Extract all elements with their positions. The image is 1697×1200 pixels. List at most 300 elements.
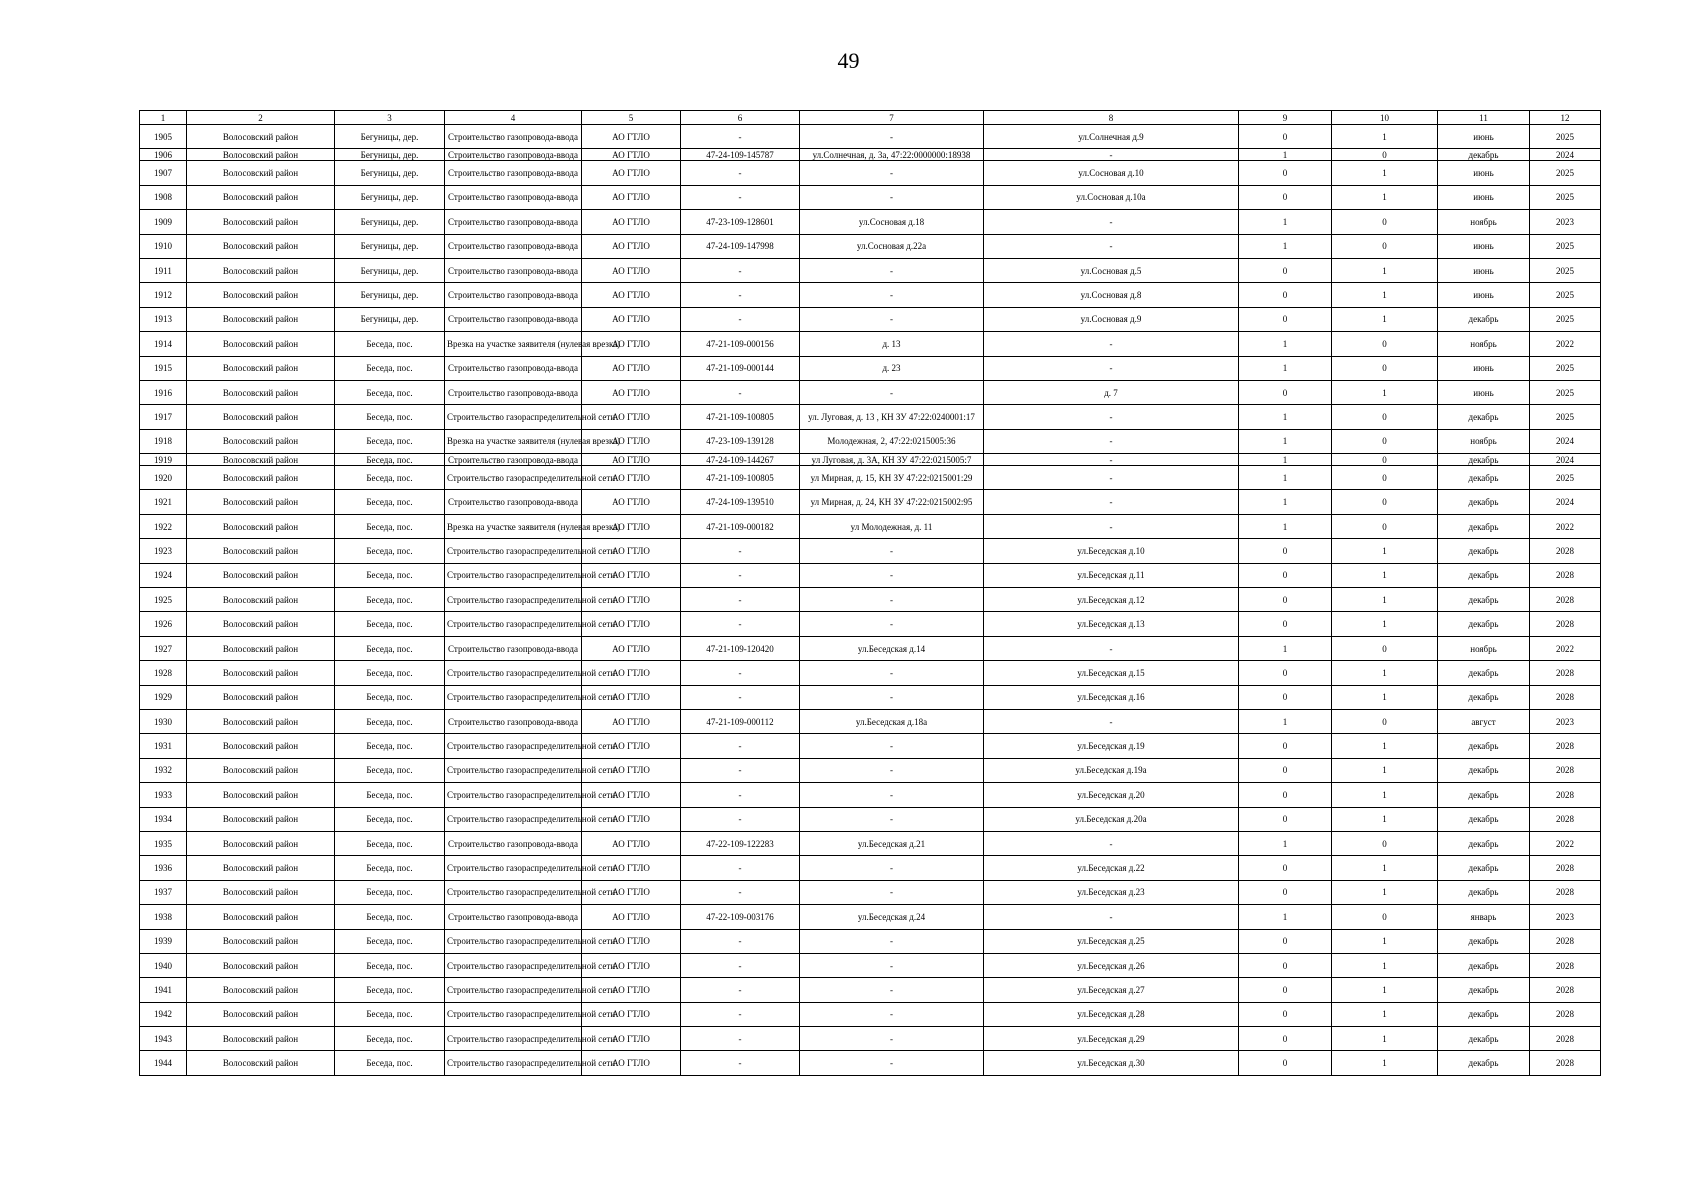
cell-settlement: Бегуницы, дер. — [335, 283, 445, 307]
cell-count-planned: 0 — [1332, 210, 1438, 234]
cell-district: Волосовский район — [187, 880, 335, 904]
cell-work-type: Строительство газораспределительной сети — [445, 929, 582, 953]
cell-address-planned: - — [984, 210, 1239, 234]
cell-year: 2028 — [1530, 588, 1601, 612]
cell-count-planned: 1 — [1332, 807, 1438, 831]
cell-organization: АО ГТЛО — [582, 429, 681, 453]
cell-address-planned: - — [984, 514, 1239, 538]
cell-row-number: 1944 — [140, 1051, 187, 1075]
cell-year: 2028 — [1530, 1002, 1601, 1026]
cell-application-number: 47-22-109-122283 — [681, 831, 800, 855]
cell-address-planned: ул.Сосновая д.9 — [984, 307, 1239, 331]
cell-district: Волосовский район — [187, 758, 335, 782]
table-row — [140, 807, 1601, 831]
cell-settlement: Беседа, пос. — [335, 539, 445, 563]
cell-application-number: - — [681, 685, 800, 709]
cell-district: Волосовский район — [187, 429, 335, 453]
cell-year: 2025 — [1530, 283, 1601, 307]
table-row — [140, 490, 1601, 514]
cell-address-applicant: - — [800, 856, 984, 880]
table-row — [140, 563, 1601, 587]
cell-month: декабрь — [1438, 685, 1530, 709]
cell-organization: АО ГТЛО — [582, 661, 681, 685]
cell-year: 2024 — [1530, 149, 1601, 161]
cell-row-number: 1930 — [140, 709, 187, 733]
cell-address-applicant: - — [800, 661, 984, 685]
cell-year: 2023 — [1530, 905, 1601, 929]
cell-address-applicant: д. 23 — [800, 356, 984, 380]
cell-month: июнь — [1438, 234, 1530, 258]
cell-work-type: Строительство газопровода-ввода — [445, 185, 582, 209]
column-header: 6 — [681, 111, 800, 125]
cell-address-planned: - — [984, 429, 1239, 453]
cell-district: Волосовский район — [187, 1051, 335, 1075]
table-row — [140, 685, 1601, 709]
cell-row-number: 1931 — [140, 734, 187, 758]
page-number: 49 — [837, 48, 860, 73]
cell-work-type: Строительство газораспределительной сети — [445, 588, 582, 612]
table-row — [140, 161, 1601, 185]
cell-year: 2023 — [1530, 210, 1601, 234]
cell-district: Волосовский район — [187, 685, 335, 709]
cell-month: июнь — [1438, 161, 1530, 185]
cell-count-applications: 0 — [1239, 1002, 1332, 1026]
cell-count-applications: 1 — [1239, 905, 1332, 929]
table-row — [140, 1051, 1601, 1075]
cell-year: 2028 — [1530, 1027, 1601, 1051]
cell-organization: АО ГТЛО — [582, 929, 681, 953]
table-row — [140, 905, 1601, 929]
cell-organization: АО ГТЛО — [582, 905, 681, 929]
cell-address-planned: ул.Беседская д.12 — [984, 588, 1239, 612]
column-header: 5 — [582, 111, 681, 125]
cell-count-planned: 1 — [1332, 1002, 1438, 1026]
cell-application-number: 47-21-109-120420 — [681, 636, 800, 660]
cell-organization: АО ГТЛО — [582, 953, 681, 977]
cell-address-planned: - — [984, 709, 1239, 733]
cell-work-type: Строительство газораспределительной сети — [445, 466, 582, 490]
cell-month: декабрь — [1438, 880, 1530, 904]
cell-count-planned: 1 — [1332, 856, 1438, 880]
cell-organization: АО ГТЛО — [582, 283, 681, 307]
cell-address-applicant: - — [800, 807, 984, 831]
table-row — [140, 734, 1601, 758]
cell-settlement: Беседа, пос. — [335, 880, 445, 904]
cell-work-type: Строительство газораспределительной сети — [445, 612, 582, 636]
cell-work-type: Строительство газопровода-ввода — [445, 380, 582, 404]
table-row — [140, 514, 1601, 538]
cell-work-type: Строительство газопровода-ввода — [445, 149, 582, 161]
cell-application-number: 47-23-109-139128 — [681, 429, 800, 453]
cell-month: июнь — [1438, 283, 1530, 307]
table-row — [140, 929, 1601, 953]
cell-month: июнь — [1438, 356, 1530, 380]
cell-organization: АО ГТЛО — [582, 454, 681, 466]
cell-organization: АО ГТЛО — [582, 612, 681, 636]
cell-organization: АО ГТЛО — [582, 978, 681, 1002]
cell-row-number: 1937 — [140, 880, 187, 904]
cell-work-type: Строительство газопровода-ввода — [445, 490, 582, 514]
cell-district: Волосовский район — [187, 185, 335, 209]
cell-month: декабрь — [1438, 307, 1530, 331]
table-row — [140, 307, 1601, 331]
cell-settlement: Бегуницы, дер. — [335, 234, 445, 258]
table-row — [140, 185, 1601, 209]
cell-address-applicant: - — [800, 1027, 984, 1051]
cell-application-number: - — [681, 953, 800, 977]
cell-address-planned: - — [984, 905, 1239, 929]
cell-month: декабрь — [1438, 1002, 1530, 1026]
table-row — [140, 283, 1601, 307]
cell-organization: АО ГТЛО — [582, 234, 681, 258]
cell-organization: АО ГТЛО — [582, 514, 681, 538]
cell-address-planned: ул.Беседская д.22 — [984, 856, 1239, 880]
cell-count-applications: 0 — [1239, 807, 1332, 831]
column-header: 10 — [1332, 111, 1438, 125]
cell-month: июнь — [1438, 380, 1530, 404]
cell-district: Волосовский район — [187, 490, 335, 514]
cell-year: 2025 — [1530, 234, 1601, 258]
cell-application-number: 47-21-109-000182 — [681, 514, 800, 538]
cell-organization: АО ГТЛО — [582, 185, 681, 209]
table-row — [140, 758, 1601, 782]
cell-organization: АО ГТЛО — [582, 734, 681, 758]
column-header: 7 — [800, 111, 984, 125]
cell-year: 2024 — [1530, 490, 1601, 514]
cell-settlement: Бегуницы, дер. — [335, 161, 445, 185]
cell-count-applications: 1 — [1239, 636, 1332, 660]
cell-year: 2022 — [1530, 831, 1601, 855]
cell-month: декабрь — [1438, 856, 1530, 880]
cell-address-applicant: - — [800, 161, 984, 185]
cell-work-type: Строительство газопровода-ввода — [445, 283, 582, 307]
cell-address-applicant: ул.Беседская д.14 — [800, 636, 984, 660]
cell-work-type: Строительство газораспределительной сети — [445, 405, 582, 429]
cell-year: 2028 — [1530, 929, 1601, 953]
cell-month: декабрь — [1438, 831, 1530, 855]
cell-settlement: Бегуницы, дер. — [335, 210, 445, 234]
cell-address-applicant: ул Мирная, д. 15, КН ЗУ 47:22:0215001:29 — [800, 466, 984, 490]
cell-count-planned: 1 — [1332, 1051, 1438, 1075]
cell-count-planned: 0 — [1332, 514, 1438, 538]
cell-application-number: 47-24-109-139510 — [681, 490, 800, 514]
cell-year: 2025 — [1530, 356, 1601, 380]
cell-organization: АО ГТЛО — [582, 149, 681, 161]
cell-row-number: 1918 — [140, 429, 187, 453]
cell-district: Волосовский район — [187, 161, 335, 185]
cell-settlement: Беседа, пос. — [335, 466, 445, 490]
cell-organization: АО ГТЛО — [582, 758, 681, 782]
cell-address-applicant: - — [800, 612, 984, 636]
cell-count-planned: 1 — [1332, 283, 1438, 307]
cell-count-applications: 0 — [1239, 258, 1332, 282]
cell-application-number: - — [681, 1051, 800, 1075]
cell-organization: АО ГТЛО — [582, 685, 681, 709]
cell-application-number: 47-21-109-100805 — [681, 405, 800, 429]
cell-row-number: 1922 — [140, 514, 187, 538]
column-header: 3 — [335, 111, 445, 125]
cell-application-number: - — [681, 612, 800, 636]
cell-month: декабрь — [1438, 466, 1530, 490]
cell-count-applications: 0 — [1239, 185, 1332, 209]
cell-district: Волосовский район — [187, 807, 335, 831]
cell-count-planned: 0 — [1332, 709, 1438, 733]
cell-count-applications: 0 — [1239, 612, 1332, 636]
cell-year: 2028 — [1530, 758, 1601, 782]
cell-address-applicant: д. 13 — [800, 332, 984, 356]
column-header: 12 — [1530, 111, 1601, 125]
cell-work-type: Строительство газораспределительной сети — [445, 539, 582, 563]
cell-count-planned: 1 — [1332, 125, 1438, 149]
cell-count-planned: 1 — [1332, 307, 1438, 331]
cell-address-planned: ул.Беседская д.11 — [984, 563, 1239, 587]
cell-application-number: - — [681, 563, 800, 587]
cell-row-number: 1925 — [140, 588, 187, 612]
cell-month: ноябрь — [1438, 210, 1530, 234]
cell-row-number: 1926 — [140, 612, 187, 636]
cell-row-number: 1917 — [140, 405, 187, 429]
cell-work-type: Строительство газопровода-ввода — [445, 709, 582, 733]
cell-row-number: 1928 — [140, 661, 187, 685]
cell-count-applications: 1 — [1239, 454, 1332, 466]
table-row — [140, 429, 1601, 453]
cell-count-planned: 0 — [1332, 905, 1438, 929]
cell-count-planned: 0 — [1332, 234, 1438, 258]
cell-settlement: Беседа, пос. — [335, 356, 445, 380]
table-row — [140, 380, 1601, 404]
cell-work-type: Строительство газораспределительной сети — [445, 1027, 582, 1051]
cell-row-number: 1939 — [140, 929, 187, 953]
cell-application-number: 47-21-109-000144 — [681, 356, 800, 380]
cell-settlement: Бегуницы, дер. — [335, 149, 445, 161]
cell-count-applications: 0 — [1239, 880, 1332, 904]
cell-application-number: 47-24-109-147998 — [681, 234, 800, 258]
cell-organization: АО ГТЛО — [582, 880, 681, 904]
cell-district: Волосовский район — [187, 210, 335, 234]
cell-year: 2022 — [1530, 636, 1601, 660]
cell-application-number: 47-21-109-000112 — [681, 709, 800, 733]
cell-district: Волосовский район — [187, 125, 335, 149]
cell-address-planned: - — [984, 356, 1239, 380]
cell-address-planned: - — [984, 149, 1239, 161]
cell-address-planned: - — [984, 466, 1239, 490]
cell-work-type: Строительство газораспределительной сети — [445, 880, 582, 904]
table-row — [140, 953, 1601, 977]
cell-settlement: Беседа, пос. — [335, 1002, 445, 1026]
cell-address-applicant: - — [800, 758, 984, 782]
cell-address-applicant: ул Луговая, д. 3А, КН ЗУ 47:22:0215005:7 — [800, 454, 984, 466]
cell-application-number: - — [681, 185, 800, 209]
cell-count-planned: 0 — [1332, 466, 1438, 490]
cell-address-applicant: ул.Солнечная, д. 3а, 47:22:0000000:18938 — [800, 149, 984, 161]
cell-application-number: 47-24-109-145787 — [681, 149, 800, 161]
cell-count-applications: 1 — [1239, 831, 1332, 855]
cell-application-number: - — [681, 783, 800, 807]
cell-count-applications: 1 — [1239, 514, 1332, 538]
cell-address-planned: - — [984, 234, 1239, 258]
cell-address-planned: ул.Беседская д.19 — [984, 734, 1239, 758]
cell-settlement: Беседа, пос. — [335, 514, 445, 538]
cell-address-applicant: ул Мирная, д. 24, КН ЗУ 47:22:0215002:95 — [800, 490, 984, 514]
cell-organization: АО ГТЛО — [582, 856, 681, 880]
cell-address-applicant: - — [800, 539, 984, 563]
cell-application-number: 47-23-109-128601 — [681, 210, 800, 234]
cell-month: декабрь — [1438, 807, 1530, 831]
table-row — [140, 234, 1601, 258]
cell-work-type: Врезка на участке заявителя (нулевая врезка) — [445, 429, 582, 453]
cell-district: Волосовский район — [187, 661, 335, 685]
cell-count-planned: 1 — [1332, 161, 1438, 185]
cell-settlement: Беседа, пос. — [335, 1027, 445, 1051]
cell-district: Волосовский район — [187, 612, 335, 636]
cell-address-applicant: - — [800, 734, 984, 758]
cell-count-planned: 0 — [1332, 405, 1438, 429]
cell-month: декабрь — [1438, 953, 1530, 977]
cell-count-planned: 1 — [1332, 588, 1438, 612]
cell-address-applicant: - — [800, 283, 984, 307]
cell-application-number: - — [681, 880, 800, 904]
cell-year: 2022 — [1530, 332, 1601, 356]
registry-table — [139, 110, 1601, 1076]
cell-organization: АО ГТЛО — [582, 380, 681, 404]
cell-application-number: - — [681, 283, 800, 307]
cell-count-applications: 1 — [1239, 332, 1332, 356]
cell-application-number: - — [681, 978, 800, 1002]
table-row — [140, 356, 1601, 380]
table-body — [140, 125, 1601, 1076]
cell-settlement: Беседа, пос. — [335, 588, 445, 612]
cell-count-planned: 1 — [1332, 258, 1438, 282]
cell-count-applications: 1 — [1239, 356, 1332, 380]
cell-organization: АО ГТЛО — [582, 161, 681, 185]
cell-address-applicant: - — [800, 685, 984, 709]
cell-count-planned: 0 — [1332, 454, 1438, 466]
cell-address-planned: ул.Беседская д.29 — [984, 1027, 1239, 1051]
cell-organization: АО ГТЛО — [582, 709, 681, 733]
cell-address-planned: ул.Сосновая д.8 — [984, 283, 1239, 307]
cell-settlement: Беседа, пос. — [335, 831, 445, 855]
cell-address-planned: - — [984, 405, 1239, 429]
cell-organization: АО ГТЛО — [582, 332, 681, 356]
cell-work-type: Строительство газопровода-ввода — [445, 258, 582, 282]
table-row — [140, 210, 1601, 234]
cell-count-applications: 0 — [1239, 380, 1332, 404]
column-header: 8 — [984, 111, 1239, 125]
column-header: 2 — [187, 111, 335, 125]
cell-application-number: 47-21-109-100805 — [681, 466, 800, 490]
cell-application-number: - — [681, 929, 800, 953]
cell-work-type: Строительство газораспределительной сети — [445, 856, 582, 880]
cell-work-type: Строительство газораспределительной сети — [445, 783, 582, 807]
cell-district: Волосовский район — [187, 709, 335, 733]
cell-district: Волосовский район — [187, 307, 335, 331]
cell-address-applicant: Молодежная, 2, 47:22:0215005:36 — [800, 429, 984, 453]
cell-row-number: 1924 — [140, 563, 187, 587]
cell-row-number: 1933 — [140, 783, 187, 807]
cell-row-number: 1910 — [140, 234, 187, 258]
cell-row-number: 1921 — [140, 490, 187, 514]
cell-work-type: Строительство газораспределительной сети — [445, 953, 582, 977]
cell-settlement: Беседа, пос. — [335, 380, 445, 404]
cell-month: декабрь — [1438, 734, 1530, 758]
cell-count-applications: 1 — [1239, 210, 1332, 234]
cell-month: декабрь — [1438, 612, 1530, 636]
cell-row-number: 1935 — [140, 831, 187, 855]
cell-count-applications: 0 — [1239, 758, 1332, 782]
cell-count-applications: 0 — [1239, 661, 1332, 685]
cell-row-number: 1908 — [140, 185, 187, 209]
cell-month: декабрь — [1438, 405, 1530, 429]
cell-row-number: 1912 — [140, 283, 187, 307]
cell-settlement: Беседа, пос. — [335, 636, 445, 660]
cell-address-applicant: - — [800, 258, 984, 282]
cell-work-type: Строительство газопровода-ввода — [445, 234, 582, 258]
cell-count-applications: 0 — [1239, 125, 1332, 149]
cell-count-applications: 0 — [1239, 1051, 1332, 1075]
cell-address-planned: ул.Беседская д.16 — [984, 685, 1239, 709]
cell-work-type: Строительство газопровода-ввода — [445, 356, 582, 380]
cell-year: 2025 — [1530, 405, 1601, 429]
cell-month: декабрь — [1438, 490, 1530, 514]
cell-organization: АО ГТЛО — [582, 356, 681, 380]
cell-address-applicant: - — [800, 125, 984, 149]
cell-work-type: Строительство газопровода-ввода — [445, 905, 582, 929]
cell-district: Волосовский район — [187, 1027, 335, 1051]
cell-row-number: 1942 — [140, 1002, 187, 1026]
cell-address-planned: - — [984, 332, 1239, 356]
cell-address-planned: ул.Солнечная д.9 — [984, 125, 1239, 149]
cell-application-number: - — [681, 125, 800, 149]
table-row — [140, 709, 1601, 733]
cell-address-applicant: - — [800, 783, 984, 807]
cell-address-applicant: ул.Сосновая д.22а — [800, 234, 984, 258]
column-header: 11 — [1438, 111, 1530, 125]
cell-year: 2025 — [1530, 380, 1601, 404]
cell-organization: АО ГТЛО — [582, 1002, 681, 1026]
cell-address-planned: ул.Беседская д.20а — [984, 807, 1239, 831]
cell-organization: АО ГТЛО — [582, 125, 681, 149]
table-row — [140, 405, 1601, 429]
cell-organization: АО ГТЛО — [582, 466, 681, 490]
cell-settlement: Беседа, пос. — [335, 454, 445, 466]
cell-year: 2028 — [1530, 880, 1601, 904]
cell-address-applicant: - — [800, 563, 984, 587]
cell-district: Волосовский район — [187, 466, 335, 490]
cell-district: Волосовский район — [187, 831, 335, 855]
cell-row-number: 1916 — [140, 380, 187, 404]
cell-count-planned: 0 — [1332, 332, 1438, 356]
cell-count-planned: 1 — [1332, 563, 1438, 587]
cell-count-planned: 1 — [1332, 929, 1438, 953]
cell-work-type: Строительство газопровода-ввода — [445, 454, 582, 466]
cell-count-applications: 0 — [1239, 283, 1332, 307]
cell-settlement: Беседа, пос. — [335, 563, 445, 587]
cell-year: 2025 — [1530, 258, 1601, 282]
table-row — [140, 831, 1601, 855]
cell-application-number: 47-21-109-000156 — [681, 332, 800, 356]
cell-row-number: 1929 — [140, 685, 187, 709]
cell-work-type: Строительство газопровода-ввода — [445, 125, 582, 149]
cell-month: июнь — [1438, 258, 1530, 282]
cell-count-applications: 0 — [1239, 161, 1332, 185]
cell-month: июнь — [1438, 125, 1530, 149]
cell-count-planned: 1 — [1332, 380, 1438, 404]
cell-year: 2025 — [1530, 307, 1601, 331]
cell-count-planned: 1 — [1332, 185, 1438, 209]
cell-work-type: Строительство газопровода-ввода — [445, 210, 582, 234]
cell-count-planned: 0 — [1332, 636, 1438, 660]
cell-count-planned: 0 — [1332, 429, 1438, 453]
